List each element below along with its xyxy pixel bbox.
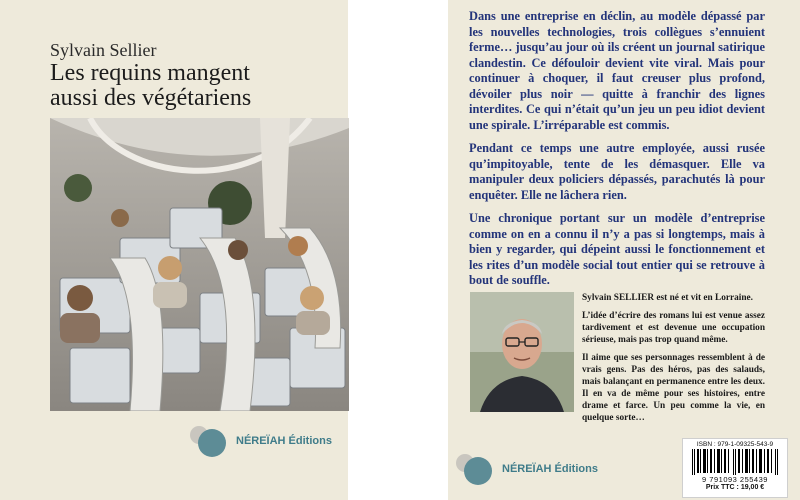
publisher-circles-icon: [456, 452, 496, 486]
bio-paragraph-3: Il aime que ses personnages ressemblent à de vrais gens. Pas des héros, pas des salauds, mais balançant en permanence entre les deux. Il en va de même pour ses histoires, entre drame et farce. Un peu comme la vie, en quelque sorte…: [582, 353, 765, 423]
blurb-paragraph-3: Une chronique portant sur un modèle d’entreprise comme on en a connu il n’y a pas si longtemps, mais à bien y regarder, qui dépeint aussi le fonctionnement et les rites d’un modèle social tout entier qui se retrouve à bout de souffle.: [469, 211, 765, 287]
ean-digits: 9 791093 255439: [702, 475, 768, 484]
back-blurb: [469, 9, 765, 297]
cover-title: [50, 61, 340, 111]
back-publisher-name: NÉREÏAH Éditions: [502, 463, 598, 475]
front-cover: [0, 0, 348, 500]
front-publisher-name: NÉREÏAH Éditions: [236, 435, 332, 447]
cover-author: Sylvain Sellier: [50, 40, 157, 60]
cover-title-line1: Les requins mangent: [50, 60, 250, 86]
barcode-bars: [690, 449, 780, 475]
blurb-paragraph-2: Pendant ce temps une autre employée, aussi rusée qu’impitoyable, tente de les démasquer. Elle va manipuler deux policiers dépassés, parachutés là pour enquêter. Elle ne lâchera rien.: [469, 141, 765, 202]
author-bio: [582, 292, 765, 430]
publisher-circles-icon: [190, 424, 230, 458]
front-publisher-logo: [190, 424, 332, 458]
blurb-paragraph-1: Dans une entreprise en déclin, au modèle dépassé par les nouvelles technologies, trois collègues s’ennuient ferme… jusqu’au jour où ils créent un journal satirique clandestin. Ce défouloir devient vite viral. Mais pour continuer à choquer, il faut creuser plus profond, dévoiler plus noir — quitte à franchir des lignes interdites. Ce qui n’était qu’un jeu un peu idiot devient une spirale. L’irréparable est commis.: [469, 9, 765, 132]
barcode-box: [682, 438, 788, 498]
isbn-label: ISBN : 979-1-09325-543-9: [696, 441, 774, 448]
author-photo: [470, 292, 574, 412]
cover-title-line2: aussi des végétariens: [50, 85, 252, 111]
bio-paragraph-1: Sylvain SELLIER est né et vit en Lorraine.: [582, 293, 753, 303]
cover-illustration: [50, 118, 349, 411]
bio-paragraph-2: L’idée d’écrire des romans lui est venue assez tardivement et est devenue une occupation sérieuse, mais pas trop quand même.: [582, 311, 765, 345]
price-label: Prix TTC : 19,00 €: [705, 484, 765, 491]
back-publisher-logo: [456, 452, 598, 486]
